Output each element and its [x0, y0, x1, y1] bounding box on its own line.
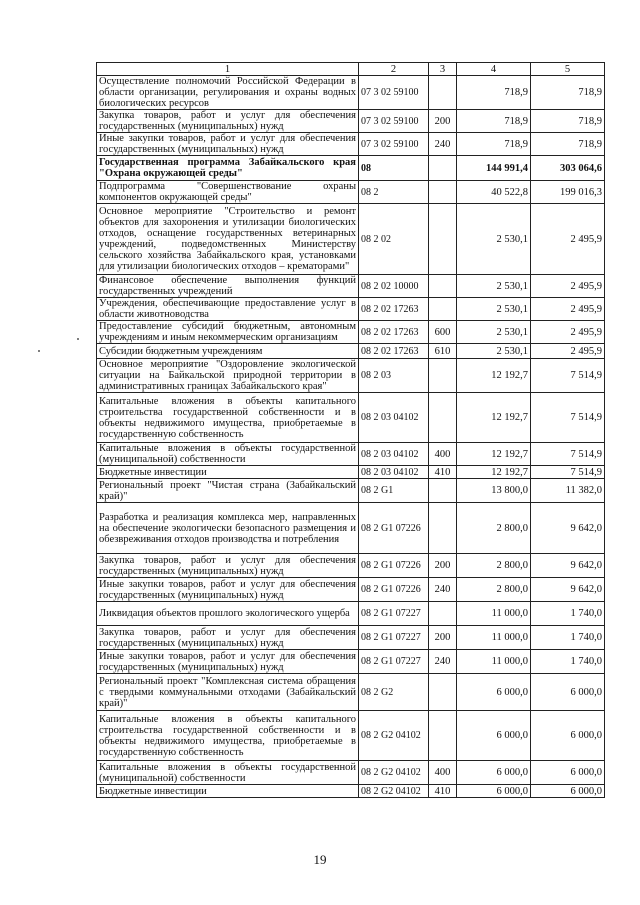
row-value-2022: 2 495,9: [531, 298, 605, 321]
row-code: 08 2 G2 04102: [359, 785, 429, 798]
row-name: Региональный проект "Комплексная система обращения с твердыми коммунальными отходами (Забайкальский край)": [97, 674, 359, 711]
row-code: 08 2 03 04102: [359, 443, 429, 466]
row-value-2022: 11 382,0: [531, 479, 605, 503]
row-value-2021: 11 000,0: [457, 650, 531, 674]
table-row: [97, 359, 605, 393]
column-header-1: 1: [97, 63, 359, 76]
row-name: Подпрограмма "Совершенствование охраны компонентов окружающей среды": [97, 181, 359, 204]
table-row: [97, 443, 605, 466]
row-code: 08 2 G1 07227: [359, 602, 429, 626]
row-value-2021: 6 000,0: [457, 761, 531, 785]
budget-table: [96, 62, 605, 798]
row-name: Ликвидация объектов прошлого экологического ущерба: [97, 602, 359, 626]
row-value-2022: 7 514,9: [531, 466, 605, 479]
row-name: Капитальные вложения в объекты капитального строительства государственной собственности и в объекты недвижимого имущества, приобретаемые в государственную собственность: [97, 393, 359, 443]
column-header-2: 2: [359, 63, 429, 76]
row-code: 08 2 02 17263: [359, 298, 429, 321]
row-code: 08 2: [359, 181, 429, 204]
row-code: 08: [359, 156, 429, 181]
row-name: Закупка товаров, работ и услуг для обеспечения государственных (муниципальных) нужд: [97, 110, 359, 133]
row-vr: [429, 275, 457, 298]
row-code: 08 2 G1 07226: [359, 578, 429, 602]
row-value-2021: 2 530,1: [457, 204, 531, 275]
row-name: Закупка товаров, работ и услуг для обеспечения государственных (муниципальных) нужд: [97, 626, 359, 650]
row-code: 08 2 G1 07227: [359, 650, 429, 674]
row-value-2021: 2 530,1: [457, 321, 531, 344]
row-value-2022: 9 642,0: [531, 503, 605, 554]
row-vr: [429, 711, 457, 761]
scan-speck: [38, 350, 40, 352]
row-value-2021: 718,9: [457, 110, 531, 133]
row-value-2021: 12 192,7: [457, 466, 531, 479]
row-name: Капитальные вложения в объекты государственной (муниципальной) собственности: [97, 443, 359, 466]
row-value-2022: 2 495,9: [531, 204, 605, 275]
row-code: 08 2 02 17263: [359, 321, 429, 344]
table-row: [97, 554, 605, 578]
row-value-2021: 2 800,0: [457, 554, 531, 578]
row-code: 07 3 02 59100: [359, 133, 429, 156]
row-vr: [429, 181, 457, 204]
table-row: [97, 674, 605, 711]
row-code: 08 2 03 04102: [359, 393, 429, 443]
row-vr: 240: [429, 650, 457, 674]
row-value-2021: 2 530,1: [457, 275, 531, 298]
table-row: [97, 275, 605, 298]
column-header-4: 4: [457, 63, 531, 76]
row-name: Капитальные вложения в объекты государственной (муниципальной) собственности: [97, 761, 359, 785]
row-value-2021: 12 192,7: [457, 359, 531, 393]
row-code: 08 2 G2: [359, 674, 429, 711]
table-row: [97, 466, 605, 479]
table-row: [97, 76, 605, 110]
row-value-2021: 12 192,7: [457, 443, 531, 466]
row-value-2021: 11 000,0: [457, 602, 531, 626]
row-value-2022: 6 000,0: [531, 674, 605, 711]
row-name: Бюджетные инвестиции: [97, 466, 359, 479]
row-code: 08 2 03 04102: [359, 466, 429, 479]
table-row: [97, 321, 605, 344]
row-code: 07 3 02 59100: [359, 110, 429, 133]
row-name: Закупка товаров, работ и услуг для обеспечения государственных (муниципальных) нужд: [97, 554, 359, 578]
row-value-2021: 40 522,8: [457, 181, 531, 204]
row-name: Основное мероприятие "Строительство и ремонт объектов для захоронения и утилизации биологических отходов, оснащение государственных ветеринарных учреждений, подведомственных Министерству сельского хозяйства Забайкальского края, установками для утилизации биологических отходов – крематорами": [97, 204, 359, 275]
row-code: 08 2 G1 07226: [359, 503, 429, 554]
column-header-5: 5: [531, 63, 605, 76]
row-value-2021: 718,9: [457, 76, 531, 110]
row-name: Иные закупки товаров, работ и услуг для обеспечения государственных (муниципальных) нужд: [97, 133, 359, 156]
row-vr: [429, 503, 457, 554]
row-value-2022: 7 514,9: [531, 359, 605, 393]
row-name: Государственная программа Забайкальского края "Охрана окружающей среды": [97, 156, 359, 181]
row-vr: 410: [429, 466, 457, 479]
row-name: Разработка и реализация комплекса мер, направленных на обеспечение экологически безопасного размещения и обезвреживания отходов производства и потребления: [97, 503, 359, 554]
row-vr: 200: [429, 554, 457, 578]
row-value-2022: 9 642,0: [531, 554, 605, 578]
table-row: [97, 133, 605, 156]
row-value-2022: 1 740,0: [531, 650, 605, 674]
row-value-2021: 2 530,1: [457, 344, 531, 359]
table-row: [97, 711, 605, 761]
table-row: [97, 479, 605, 503]
table-body: [97, 76, 605, 798]
row-value-2022: 7 514,9: [531, 393, 605, 443]
row-value-2021: 13 800,0: [457, 479, 531, 503]
row-vr: 400: [429, 761, 457, 785]
row-vr: 410: [429, 785, 457, 798]
row-value-2021: 2 800,0: [457, 503, 531, 554]
row-value-2022: 6 000,0: [531, 785, 605, 798]
row-vr: [429, 674, 457, 711]
row-code: 08 2 G1 07227: [359, 626, 429, 650]
row-vr: 240: [429, 133, 457, 156]
row-value-2022: 2 495,9: [531, 275, 605, 298]
row-value-2022: 1 740,0: [531, 626, 605, 650]
row-value-2021: 6 000,0: [457, 785, 531, 798]
row-value-2021: 718,9: [457, 133, 531, 156]
row-value-2022: 718,9: [531, 76, 605, 110]
row-value-2022: 7 514,9: [531, 443, 605, 466]
row-vr: 610: [429, 344, 457, 359]
column-header-3: 3: [429, 63, 457, 76]
row-name: Основное мероприятие "Оздоровление экологической ситуации на Байкальской природной территории в административных границах Забайкальского края": [97, 359, 359, 393]
row-vr: [429, 298, 457, 321]
row-vr: 200: [429, 626, 457, 650]
row-code: 08 2 02: [359, 204, 429, 275]
row-vr: [429, 76, 457, 110]
row-code: 08 2 03: [359, 359, 429, 393]
table-row: [97, 761, 605, 785]
row-value-2021: 6 000,0: [457, 674, 531, 711]
row-name: Бюджетные инвестиции: [97, 785, 359, 798]
row-value-2021: 12 192,7: [457, 393, 531, 443]
row-vr: [429, 602, 457, 626]
table-row: [97, 602, 605, 626]
row-value-2022: 718,9: [531, 110, 605, 133]
row-value-2021: 2 800,0: [457, 578, 531, 602]
scan-speck: [77, 338, 79, 340]
row-name: Осуществление полномочий Российской Федерации в области организации, регулирования и охраны водных биологических ресурсов: [97, 76, 359, 110]
page-number: 19: [313, 852, 327, 867]
row-vr: 200: [429, 110, 457, 133]
row-vr: [429, 359, 457, 393]
table-row: [97, 156, 605, 181]
table-row: [97, 578, 605, 602]
row-value-2021: 2 530,1: [457, 298, 531, 321]
row-value-2021: 11 000,0: [457, 626, 531, 650]
row-code: 08 2 02 10000: [359, 275, 429, 298]
table-row: [97, 204, 605, 275]
table-row: [97, 344, 605, 359]
row-vr: [429, 204, 457, 275]
row-name: Субсидии бюджетным учреждениям: [97, 344, 359, 359]
header-row: [97, 63, 605, 76]
row-name: Финансовое обеспечение выполнения функций государственных учреждений: [97, 275, 359, 298]
row-name: Капитальные вложения в объекты капитального строительства государственной собственности и в объекты недвижимого имущества, приобретаемые в государственную собственность: [97, 711, 359, 761]
row-value-2022: 1 740,0: [531, 602, 605, 626]
row-code: 08 2 G1 07226: [359, 554, 429, 578]
row-code: 08 2 G2 04102: [359, 711, 429, 761]
row-name: Иные закупки товаров, работ и услуг для обеспечения государственных (муниципальных) нужд: [97, 578, 359, 602]
table-row: [97, 110, 605, 133]
row-value-2022: 2 495,9: [531, 344, 605, 359]
row-value-2022: 6 000,0: [531, 761, 605, 785]
row-value-2022: 6 000,0: [531, 711, 605, 761]
row-value-2022: 199 016,3: [531, 181, 605, 204]
row-value-2022: 718,9: [531, 133, 605, 156]
row-name: Иные закупки товаров, работ и услуг для обеспечения государственных (муниципальных) нужд: [97, 650, 359, 674]
row-code: 08 2 G2 04102: [359, 761, 429, 785]
row-vr: [429, 156, 457, 181]
table-row: [97, 181, 605, 204]
table-row: [97, 503, 605, 554]
table-row: [97, 393, 605, 443]
row-vr: 240: [429, 578, 457, 602]
row-value-2022: 9 642,0: [531, 578, 605, 602]
row-code: 08 2 02 17263: [359, 344, 429, 359]
row-vr: 600: [429, 321, 457, 344]
row-code: 07 3 02 59100: [359, 76, 429, 110]
row-name: Учреждения, обеспечивающие предоставление услуг в области животноводства: [97, 298, 359, 321]
table-row: [97, 298, 605, 321]
row-name: Предоставление субсидий бюджетным, автономным учреждениям и иным некоммерческим организациям: [97, 321, 359, 344]
row-value-2021: 144 991,4: [457, 156, 531, 181]
row-vr: [429, 479, 457, 503]
row-value-2022: 2 495,9: [531, 321, 605, 344]
table-row: [97, 785, 605, 798]
row-vr: [429, 393, 457, 443]
row-value-2021: 6 000,0: [457, 711, 531, 761]
row-name: Региональный проект "Чистая страна (Забайкальский край)": [97, 479, 359, 503]
row-vr: 400: [429, 443, 457, 466]
row-value-2022: 303 064,6: [531, 156, 605, 181]
row-code: 08 2 G1: [359, 479, 429, 503]
table-row: [97, 650, 605, 674]
table-row: [97, 626, 605, 650]
